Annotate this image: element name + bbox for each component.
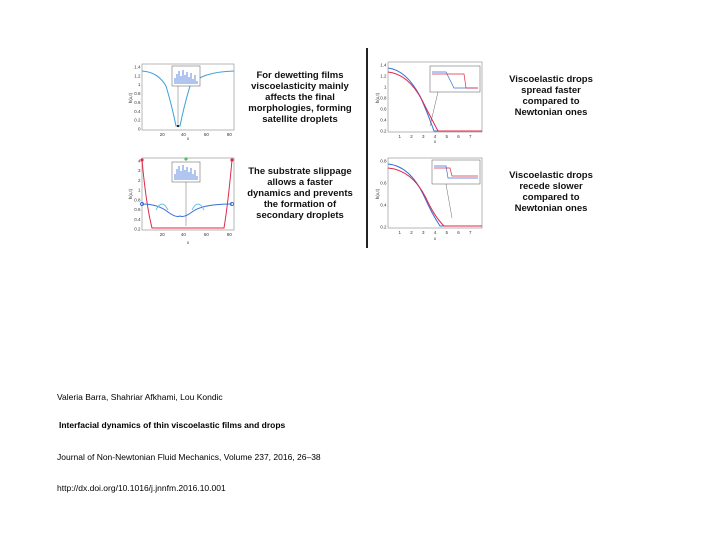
y-axis-label: h(x,t): [375, 188, 380, 200]
plot-receding: [376, 154, 484, 242]
x-tick-label: 6: [457, 230, 460, 235]
caption-line: spread faster: [521, 85, 581, 96]
caption-line: the formation of: [263, 199, 337, 210]
y-tick-label: 1: [383, 84, 387, 90]
x-tick-label: 40: [180, 132, 186, 137]
x-axis-label: x: [433, 139, 437, 144]
figure-panel-receding: [376, 154, 484, 242]
y-tick-label: 0.8: [134, 197, 141, 203]
x-tick-label: 6: [457, 134, 460, 139]
y-tick-label: 0.2: [380, 224, 387, 230]
x-tick-label: 20: [159, 132, 165, 137]
citation-doi[interactable]: http://dx.doi.org/10.1016/j.jnnfm.2016.10.001: [57, 483, 226, 493]
y-tick-label: 2: [137, 177, 141, 183]
caption-line: dynamics and prevents: [247, 188, 353, 199]
x-tick-label: 1: [398, 134, 402, 139]
citation-title: Interfacial dynamics of thin viscoelastic films and drops: [59, 420, 286, 430]
y-tick-label: 0.4: [380, 117, 387, 123]
caption-slippage: [244, 166, 356, 221]
x-tick-label: 3: [421, 230, 425, 235]
citation-authors: Valeria Barra, Shahriar Afkhami, Lou Kondic: [57, 392, 223, 402]
x-tick-label: 5: [445, 230, 449, 235]
citation-journal: Journal of Non-Newtonian Fluid Mechanics, Volume 237, 2016, 26–38: [57, 452, 321, 462]
x-axis-label: x: [433, 236, 437, 241]
x-axis-label: x: [186, 240, 190, 245]
figure-panel-dewetting: [128, 62, 236, 142]
y-tick-label: 1: [137, 82, 141, 88]
caption-line: allows a faster: [267, 177, 333, 188]
caption-line: Newtonian ones: [514, 107, 588, 118]
x-tick-label: 80: [226, 232, 232, 237]
x-axis-label: x: [186, 136, 190, 141]
x-tick-label: 5: [445, 134, 449, 139]
y-tick-label: 4: [137, 158, 141, 164]
plot-dewetting: [128, 62, 236, 142]
caption-spreading: [496, 74, 606, 118]
y-axis-label: h(x,t): [128, 188, 133, 200]
y-tick-label: 0: [137, 126, 141, 132]
x-tick-label: 1: [398, 230, 402, 235]
caption-line: Viscoelastic drops: [509, 170, 593, 181]
y-tick-label: 0.6: [134, 99, 141, 105]
y-axis-label: h(x,t): [375, 92, 380, 104]
y-tick-label: 1.2: [134, 73, 141, 79]
y-tick-label: 0.2: [380, 128, 387, 134]
caption-dewetting: [248, 70, 352, 125]
caption-line: recede slower: [519, 181, 583, 192]
y-tick-label: 0.4: [134, 108, 141, 114]
caption-line: Newtonian ones: [514, 203, 588, 214]
x-tick-label: 3: [421, 134, 425, 139]
x-tick-label: 80: [226, 132, 232, 137]
y-tick-label: 1: [137, 187, 141, 193]
x-tick-label: 60: [203, 132, 209, 137]
y-tick-label: 0.8: [134, 91, 141, 97]
x-tick-label: 7: [468, 230, 472, 235]
caption-line: morphologies, forming: [248, 103, 352, 114]
caption-line: affects the final: [265, 92, 335, 103]
x-tick-label: 20: [159, 232, 165, 237]
y-tick-label: 1.4: [380, 62, 387, 68]
x-tick-label: 2: [410, 230, 413, 235]
y-tick-label: 3: [137, 168, 141, 174]
plot-spreading: [376, 58, 484, 144]
x-tick-label: 4: [433, 230, 437, 235]
y-tick-label: 0.8: [380, 158, 387, 164]
plot-slippage: [128, 154, 236, 246]
y-tick-label: 0.2: [134, 117, 141, 123]
x-tick-label: 40: [180, 232, 186, 237]
x-tick-label: 4: [433, 134, 437, 139]
caption-line: compared to: [522, 96, 580, 107]
y-tick-label: 1.2: [380, 73, 387, 79]
caption-line: satellite droplets: [262, 114, 338, 125]
y-tick-label: 0.6: [134, 207, 141, 213]
figure-panel-slippage: [128, 154, 236, 246]
caption-line: For dewetting films: [256, 70, 344, 81]
x-tick-label: 60: [203, 232, 209, 237]
x-tick-label: 7: [468, 134, 472, 139]
y-tick-label: 0.8: [380, 95, 387, 101]
y-tick-label: 0.6: [380, 106, 387, 112]
y-axis-label: h(x,t): [128, 92, 133, 104]
y-tick-label: 1.4: [134, 64, 141, 70]
figure-panel-spreading: [376, 58, 484, 144]
x-tick-label: 2: [410, 134, 413, 139]
y-tick-label: 0.4: [134, 216, 141, 222]
caption-line: compared to: [522, 192, 580, 203]
y-tick-label: 0.2: [134, 226, 141, 232]
caption-line: secondary droplets: [256, 210, 344, 221]
caption-receding: [496, 170, 606, 214]
caption-line: The substrate slippage: [248, 166, 352, 177]
panel-divider: [366, 48, 368, 248]
caption-line: viscoelasticity mainly: [251, 81, 349, 92]
y-tick-label: 0.6: [380, 180, 387, 186]
y-tick-label: 0.4: [380, 202, 387, 208]
caption-line: Viscoelastic drops: [509, 74, 593, 85]
